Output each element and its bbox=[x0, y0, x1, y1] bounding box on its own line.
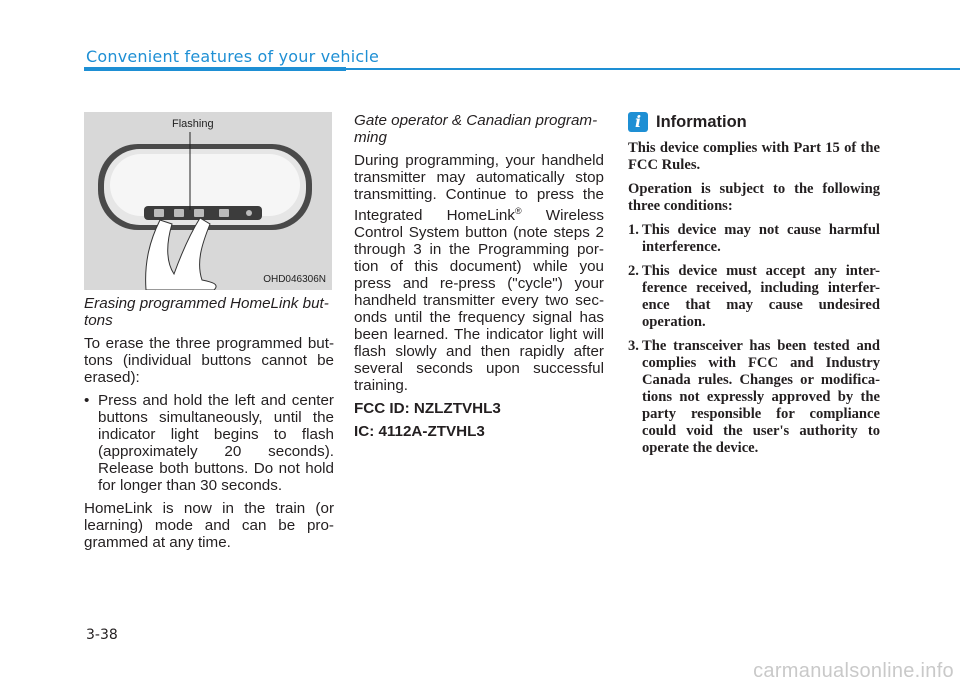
erasing-bullet bbox=[84, 392, 334, 494]
page-header bbox=[84, 47, 960, 73]
figure-code: OHD046306N bbox=[263, 274, 326, 285]
erasing-subheading: Erasing programmed HomeLink but-tons bbox=[84, 295, 329, 329]
gate-body-part2: Wireless Control System button (note steps 2 through 3 in the Programming por-tion of this document) while you press and re-press ("cycle") your handheld transmitter every two sec-onds until the frequency signal has been learned. The indicator light will flash slowly and then rapidly after several seconds upon successful training. bbox=[354, 207, 604, 395]
gate-body-part1: During programming, your handheld transmitter may automatically stop transmitting. Continue to press the Integrated HomeLink bbox=[354, 152, 604, 225]
gate-body bbox=[354, 152, 604, 394]
watermark: carmanualsonline.info bbox=[753, 660, 954, 682]
info-title: Information bbox=[656, 112, 747, 131]
column-gate-operator bbox=[354, 112, 604, 446]
info-item-number: 2. bbox=[628, 263, 639, 279]
erasing-outro: HomeLink is now in the train (or learning) mode and can be pro-grammed at any time. bbox=[84, 500, 334, 551]
erasing-intro: To erase the three programmed but-tons (individual buttons cannot be erased): bbox=[84, 335, 334, 386]
header-rule bbox=[346, 68, 960, 70]
info-item bbox=[628, 338, 880, 457]
ic-id: IC: 4112A-ZTVHL3 bbox=[354, 423, 485, 441]
header-accent-bar bbox=[84, 67, 346, 71]
info-p2: Operation is subject to the following three conditions: bbox=[628, 181, 880, 214]
info-item-text: The transceiver has been tested and complies with FCC and Industry Canada rules. Changes or modifica-tions not expressly approved by the party responsible for compliance could void the user's authority to operate the device. bbox=[642, 338, 880, 456]
column-erasing bbox=[84, 295, 334, 557]
info-icon: i bbox=[628, 112, 648, 132]
info-item-text: This device may not cause harmful interference. bbox=[642, 222, 880, 255]
info-item bbox=[628, 222, 880, 256]
information-box bbox=[628, 112, 880, 464]
flashing-label: Flashing bbox=[172, 118, 214, 130]
info-item-text: This device must accept any inter-ference received, including interfer-ence that may cause undesired operation. bbox=[642, 263, 880, 330]
gate-subheading: Gate operator & Canadian program-ming bbox=[354, 112, 598, 146]
info-item-number: 1. bbox=[628, 222, 639, 238]
info-p1: This device complies with Part 15 of the FCC Rules. bbox=[628, 140, 880, 173]
mirror-illustration bbox=[84, 112, 332, 290]
section-title: Convenient features of your vehicle bbox=[86, 47, 380, 66]
page-number: 3-38 bbox=[86, 627, 118, 643]
info-header bbox=[628, 112, 880, 132]
info-item bbox=[628, 263, 880, 331]
erasing-bullet-text: Press and hold the left and center buttons simultaneously, until the indicator light begins to flash (approximately 20 seconds). Release both buttons. Do not hold for longer than 30 seconds. bbox=[98, 392, 334, 494]
info-body bbox=[628, 140, 880, 457]
bullet-icon: • bbox=[84, 392, 90, 409]
fcc-id: FCC ID: NZLZTVHL3 bbox=[354, 400, 501, 418]
rearview-mirror-icon bbox=[84, 112, 332, 290]
registered-mark: ® bbox=[514, 206, 522, 216]
info-item-number: 3. bbox=[628, 338, 639, 354]
